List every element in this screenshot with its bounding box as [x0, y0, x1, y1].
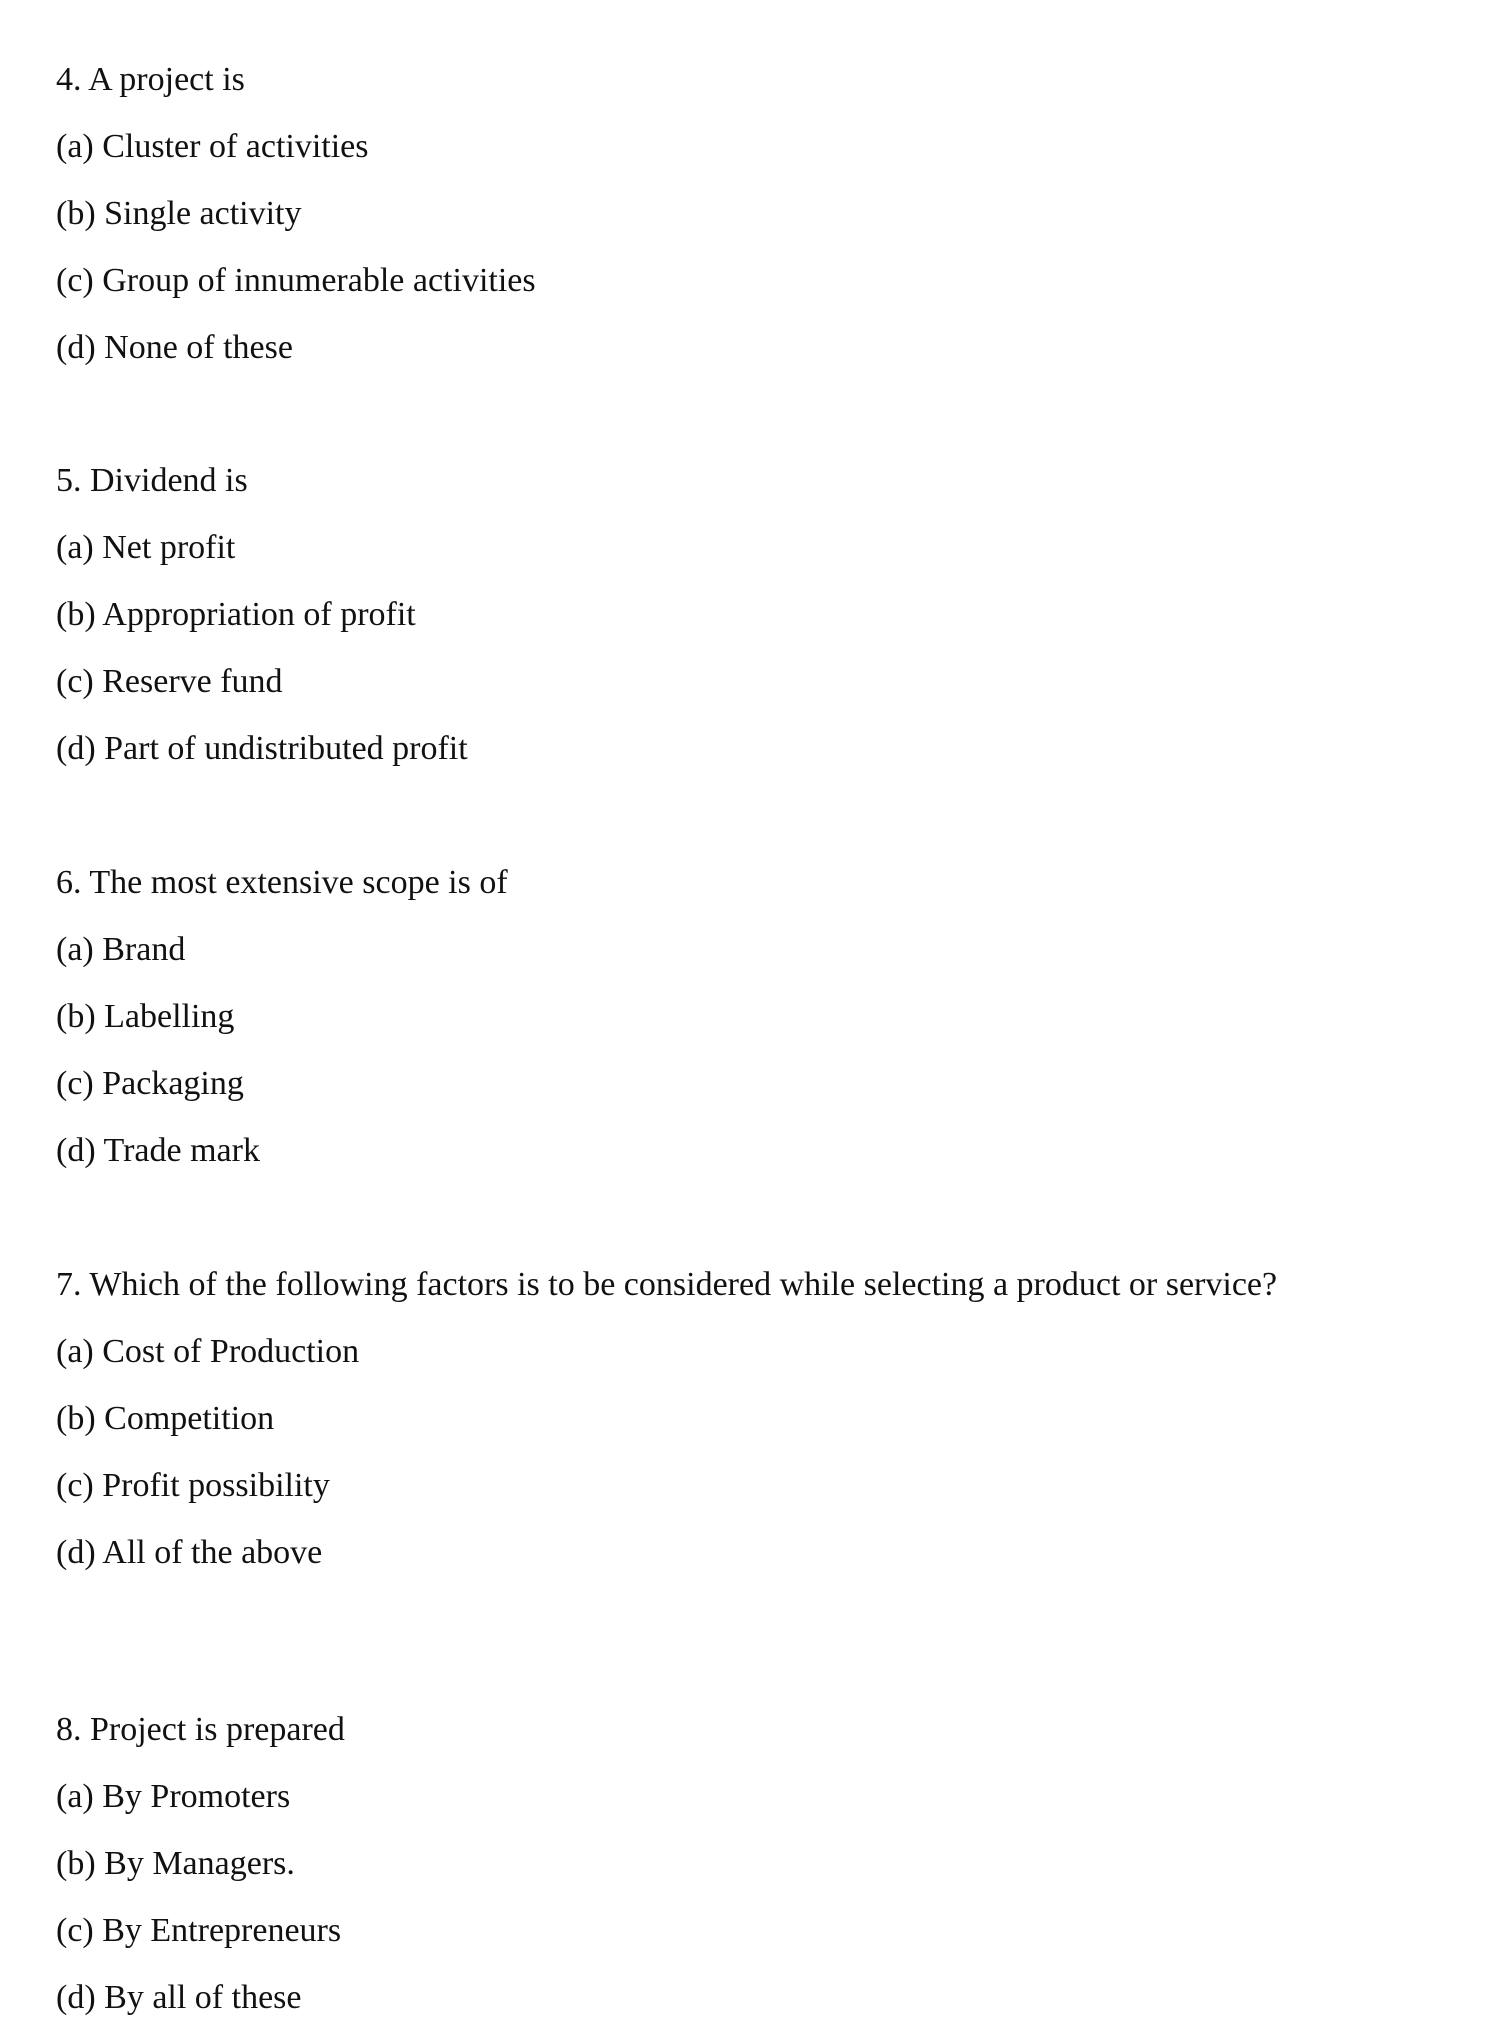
question-8 [56, 1708, 1376, 2020]
option-a: (a) Brand [56, 931, 186, 968]
option-c: (c) By Entrepreneurs [56, 1912, 342, 1949]
option-a: (a) Cost of Production [56, 1333, 360, 1370]
question-title: 6. The most extensive scope is of [56, 864, 508, 901]
option-b: (b) Labelling [56, 998, 235, 1035]
option-d: (d) None of these [56, 329, 293, 366]
question-title: 4. A project is [56, 61, 245, 98]
question-7 [56, 1263, 1376, 1575]
question-title: 7. Which of the following factors is to be considered while selecting a product or service? [56, 1266, 1278, 1303]
option-d: (d) Trade mark [56, 1132, 260, 1169]
question-title: 5. Dividend is [56, 462, 248, 499]
question-4 [56, 58, 1376, 370]
question-title: 8. Project is prepared [56, 1711, 345, 1748]
option-b: (b) By Managers. [56, 1845, 295, 1882]
question-6 [56, 861, 1376, 1173]
option-a: (a) By Promoters [56, 1778, 291, 1815]
option-c: (c) Profit possibility [56, 1467, 330, 1504]
option-c: (c) Reserve fund [56, 663, 283, 700]
option-d: (d) All of the above [56, 1534, 323, 1571]
option-a: (a) Net profit [56, 529, 236, 566]
option-c: (c) Group of innumerable activities [56, 262, 536, 299]
option-b: (b) Competition [56, 1400, 275, 1437]
option-b: (b) Appropriation of profit [56, 596, 416, 633]
option-c: (c) Packaging [56, 1065, 244, 1102]
option-d: (d) Part of undistributed profit [56, 730, 468, 767]
option-b: (b) Single activity [56, 195, 302, 232]
option-a: (a) Cluster of activities [56, 128, 369, 165]
question-5 [56, 459, 1376, 771]
option-d: (d) By all of these [56, 1979, 302, 2016]
